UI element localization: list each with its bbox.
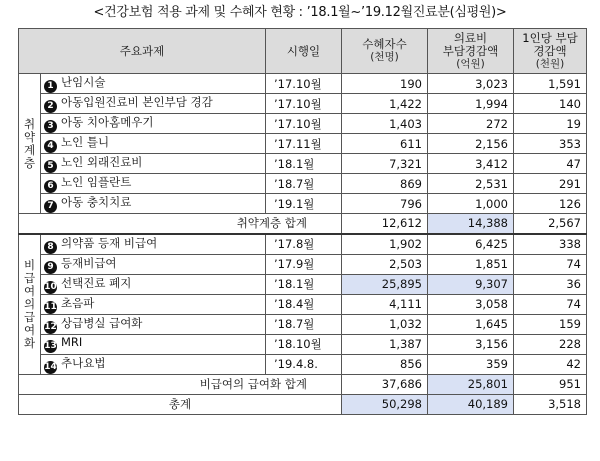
beneficiaries-cell: 1,422 xyxy=(342,94,428,114)
subtotal-label: 취약계층 합계 xyxy=(19,214,342,234)
number-badge: 4 xyxy=(44,140,57,153)
subtotal-reduction: 25,801 xyxy=(428,374,514,394)
per-person-cell: 36 xyxy=(514,274,587,294)
beneficiaries-cell: 1,902 xyxy=(342,234,428,255)
number-badge: 12 xyxy=(44,321,57,332)
item-name: 초음파 xyxy=(61,295,95,310)
total-reduction: 40,189 xyxy=(428,394,514,414)
reduction-cell: 3,023 xyxy=(428,74,514,94)
number-badge: 2 xyxy=(44,100,57,113)
coverage-table xyxy=(18,28,587,415)
reduction-cell: 2,156 xyxy=(428,134,514,154)
total-label: 총계 xyxy=(19,394,342,414)
item-cell xyxy=(41,314,266,334)
beneficiaries-cell: 796 xyxy=(342,194,428,214)
number-badge: 13 xyxy=(44,341,57,351)
item-name: 아동 치아홈메우기 xyxy=(61,115,154,129)
item-name: 아동입원진료비 본인부담 경감 xyxy=(61,95,213,109)
number-badge: 11 xyxy=(44,301,57,312)
header-beneficiaries: 수혜자수 (천명) xyxy=(342,29,428,74)
number-badge: 7 xyxy=(44,200,57,213)
reduction-cell: 272 xyxy=(428,114,514,134)
item-name: 등재비급여 xyxy=(61,255,117,270)
per-person-cell: 140 xyxy=(514,94,587,114)
date-cell: ’17.11월 xyxy=(266,134,342,154)
subtotal-beneficiaries: 12,612 xyxy=(342,214,428,234)
date-cell: ’18.1월 xyxy=(266,154,342,174)
item-cell xyxy=(41,354,266,374)
number-badge: 8 xyxy=(44,241,57,254)
item-cell xyxy=(41,174,266,194)
subtotal-label: 비급여의 급여화 합계 xyxy=(19,374,342,394)
item-cell xyxy=(41,74,266,94)
reduction-cell: 359 xyxy=(428,354,514,374)
beneficiaries-cell: 1,032 xyxy=(342,314,428,334)
item-cell xyxy=(41,334,266,354)
table-row xyxy=(19,94,587,114)
item-cell xyxy=(41,234,266,255)
item-cell xyxy=(41,114,266,134)
per-person-cell: 74 xyxy=(514,294,587,314)
item-name: MRI xyxy=(61,335,83,349)
header-reduction: 의료비 부담경감액 (억원) xyxy=(428,29,514,74)
subtotal-per-person: 2,567 xyxy=(514,214,587,234)
number-badge: 14 xyxy=(44,361,57,372)
item-cell xyxy=(41,134,266,154)
subtotal-row xyxy=(19,374,587,394)
per-person-cell: 42 xyxy=(514,354,587,374)
number-badge: 3 xyxy=(44,120,57,133)
beneficiaries-cell: 869 xyxy=(342,174,428,194)
number-badge: 1 xyxy=(44,80,57,93)
item-name: 노인 외래진료비 xyxy=(61,155,143,169)
reduction-cell: 6,425 xyxy=(428,234,514,255)
beneficiaries-cell: 611 xyxy=(342,134,428,154)
reduction-cell: 9,307 xyxy=(428,274,514,294)
item-cell xyxy=(41,294,266,314)
table-caption: <건강보험 적용 과제 및 수혜자 현황 : ’18.1월~’19.12월진료분(심평원)> xyxy=(93,5,507,20)
item-name: 상급병실 급여화 xyxy=(61,315,143,330)
table-row xyxy=(19,294,587,314)
reduction-cell: 2,531 xyxy=(428,174,514,194)
table-row xyxy=(19,134,587,154)
date-cell: ’19.4.8. xyxy=(266,354,342,374)
table-row xyxy=(19,194,587,214)
header-item: 주요과제 xyxy=(19,29,266,74)
item-cell xyxy=(41,194,266,214)
number-badge: 9 xyxy=(44,261,57,274)
beneficiaries-cell: 4,111 xyxy=(342,294,428,314)
per-person-cell: 74 xyxy=(514,254,587,274)
date-cell: ’17.10월 xyxy=(266,74,342,94)
subtotal-reduction: 14,388 xyxy=(428,214,514,234)
table-row xyxy=(19,174,587,194)
subtotal-per-person: 951 xyxy=(514,374,587,394)
per-person-cell: 353 xyxy=(514,134,587,154)
table-row xyxy=(19,114,587,134)
subtotal-beneficiaries: 37,686 xyxy=(342,374,428,394)
per-person-cell: 291 xyxy=(514,174,587,194)
date-cell: ’17.10월 xyxy=(266,94,342,114)
item-name: 선택진료 폐지 xyxy=(61,275,132,290)
reduction-cell: 3,412 xyxy=(428,154,514,174)
item-name: 아동 충치치료 xyxy=(61,195,132,209)
table-row xyxy=(19,234,587,255)
per-person-cell: 47 xyxy=(514,154,587,174)
beneficiaries-cell: 1,403 xyxy=(342,114,428,134)
beneficiaries-cell: 25,895 xyxy=(342,274,428,294)
table-row xyxy=(19,334,587,354)
item-name: 노인 틀니 xyxy=(61,135,110,149)
reduction-cell: 1,851 xyxy=(428,254,514,274)
date-cell: ’17.8월 xyxy=(266,234,342,255)
item-cell xyxy=(41,274,266,294)
date-cell: ’19.1월 xyxy=(266,194,342,214)
table-row xyxy=(19,154,587,174)
number-badge: 5 xyxy=(44,160,57,173)
per-person-cell: 338 xyxy=(514,234,587,255)
total-beneficiaries: 50,298 xyxy=(342,394,428,414)
beneficiaries-cell: 1,387 xyxy=(342,334,428,354)
reduction-cell: 1,000 xyxy=(428,194,514,214)
item-cell xyxy=(41,94,266,114)
per-person-cell: 159 xyxy=(514,314,587,334)
table-row xyxy=(19,314,587,334)
per-person-cell: 19 xyxy=(514,114,587,134)
reduction-cell: 3,156 xyxy=(428,334,514,354)
header-date: 시행일 xyxy=(266,29,342,74)
item-cell xyxy=(41,254,266,274)
date-cell: ’17.10월 xyxy=(266,114,342,134)
item-name: 난임시술 xyxy=(61,75,106,89)
beneficiaries-cell: 190 xyxy=(342,74,428,94)
per-person-cell: 126 xyxy=(514,194,587,214)
number-badge: 6 xyxy=(44,180,57,193)
table-row xyxy=(19,354,587,374)
item-name: 노인 임플란트 xyxy=(61,175,132,189)
date-cell: ’18.10월 xyxy=(266,334,342,354)
item-name: 추나요법 xyxy=(61,355,106,370)
table-row xyxy=(19,254,587,274)
date-cell: ’18.7월 xyxy=(266,314,342,334)
reduction-cell: 1,645 xyxy=(428,314,514,334)
item-name: 의약품 등재 비급여 xyxy=(61,235,158,250)
date-cell: ’18.1월 xyxy=(266,274,342,294)
date-cell: ’18.4월 xyxy=(266,294,342,314)
beneficiaries-cell: 7,321 xyxy=(342,154,428,174)
header-row xyxy=(19,29,587,74)
subtotal-row xyxy=(19,214,587,234)
table-row xyxy=(19,274,587,294)
category-label: 비 급 여 의 급 여 화 xyxy=(19,234,41,375)
date-cell: ’18.7월 xyxy=(266,174,342,194)
item-cell xyxy=(41,154,266,174)
number-badge: 10 xyxy=(44,281,57,292)
table-row xyxy=(19,74,587,94)
reduction-cell: 1,994 xyxy=(428,94,514,114)
header-per-person: 1인당 부담 경감액 (천원) xyxy=(514,29,587,74)
total-per-person: 3,518 xyxy=(514,394,587,414)
category-label: 취 약 계 층 xyxy=(19,74,41,214)
per-person-cell: 228 xyxy=(514,334,587,354)
reduction-cell: 3,058 xyxy=(428,294,514,314)
total-row xyxy=(19,394,587,414)
beneficiaries-cell: 2,503 xyxy=(342,254,428,274)
date-cell: ’17.9월 xyxy=(266,254,342,274)
per-person-cell: 1,591 xyxy=(514,74,587,94)
beneficiaries-cell: 856 xyxy=(342,354,428,374)
